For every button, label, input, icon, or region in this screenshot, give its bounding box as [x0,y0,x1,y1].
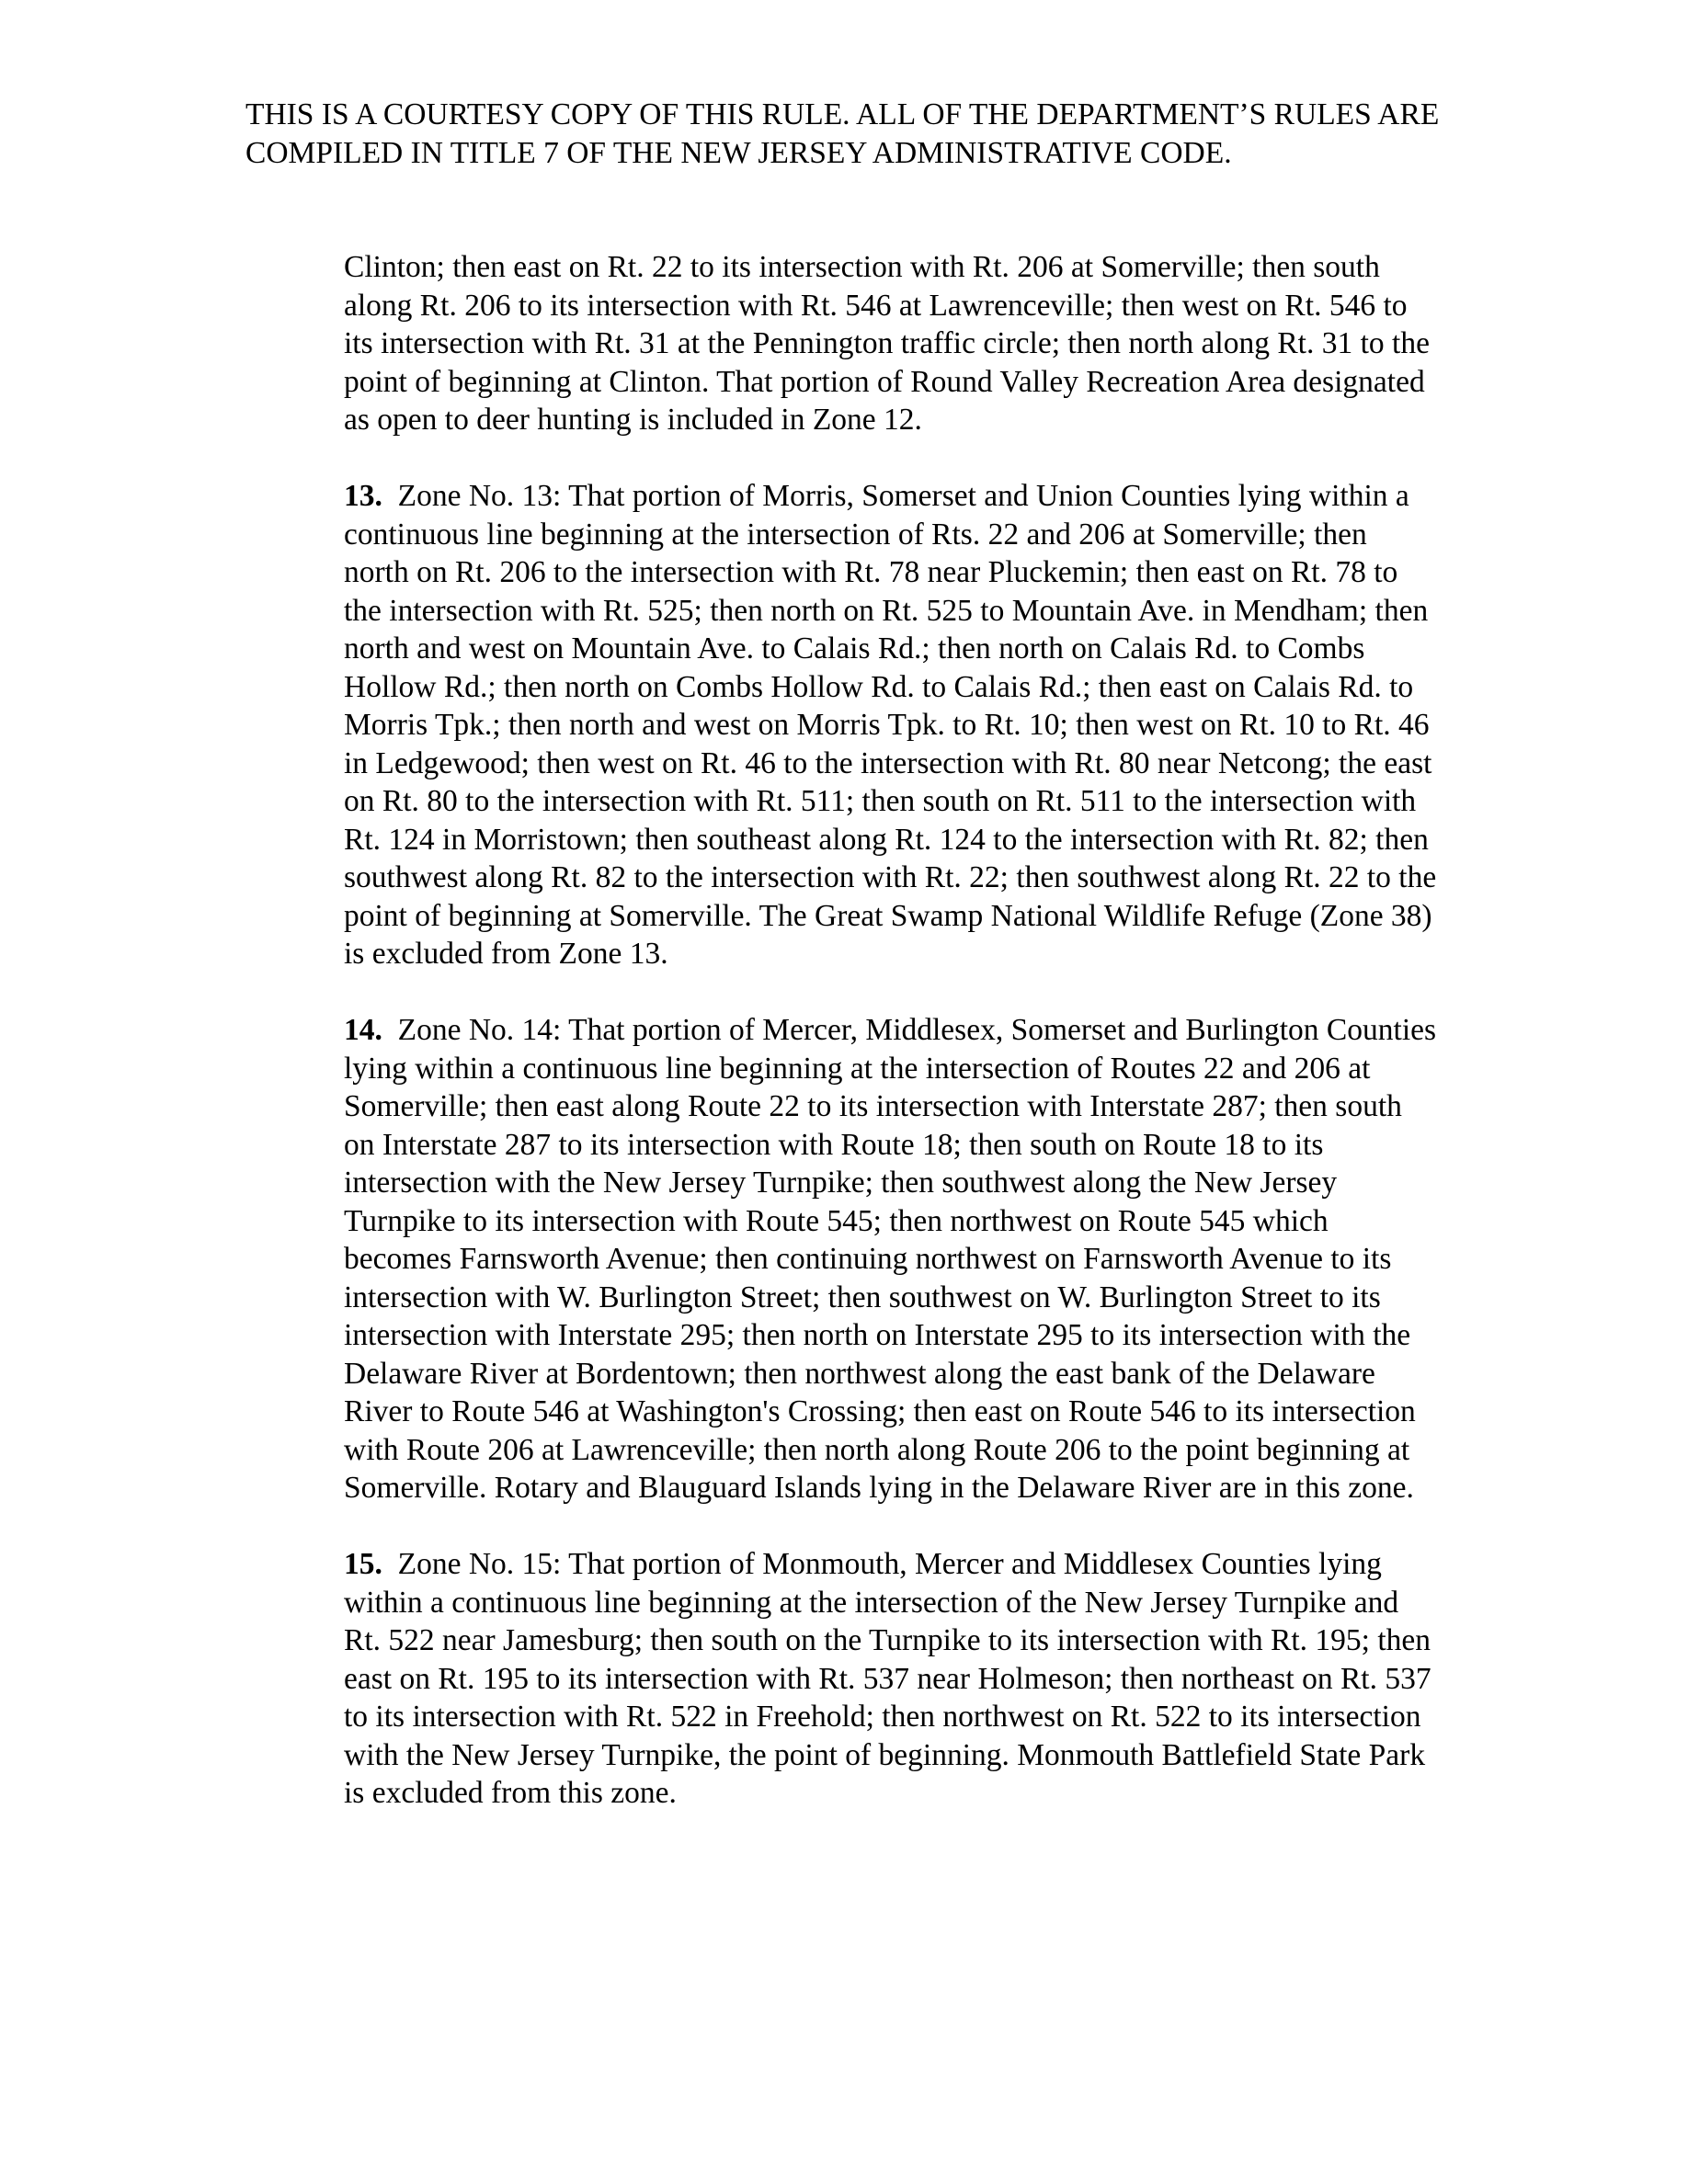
paragraph-text: Zone No. 15: That portion of Monmouth, Mercer and Middlesex Counties lying within a continuous line beginning at the intersection of the New Jersey Turnpike and Rt. 522 near Jamesburg; then south on the Turnpike to its intersection with Rt. 195; then east on Rt. 195 to its intersection with Rt. 537 near Holmeson; then northeast on Rt. 537 to its intersection with Rt. 522 in Freehold; then northwest on Rt. 522 to its intersection with the New Jersey Turnpike, the point of beginning. Monmouth Battlefield State Park is excluded from this zone. [344,1547,1431,1810]
zone-14-paragraph [344,1011,1438,1507]
paragraph-text: Clinton; then east on Rt. 22 to its intersection with Rt. 206 at Somerville; then south along Rt. 206 to its intersection with Rt. 546 at Lawrenceville; then west on Rt. 546 to its intersection with Rt. 31 at the Pennington traffic circle; then north along Rt. 31 to the point of beginning at Clinton. That portion of Round Valley Recreation Area designated as open to deer hunting is included in Zone 12. [344,250,1430,437]
zone-13-paragraph [344,477,1438,973]
paragraph-number: 14. [344,1013,382,1047]
paragraph-text: Zone No. 14: That portion of Mercer, Middlesex, Somerset and Burlington Counties lying within a continuous line beginning at the intersection of Routes 22 and 206 at Somerville; then east along Route 22 to its intersection with Interstate 287; then south on Interstate 287 to its intersection with Route 18; then south on Route 18 to its intersection with the New Jersey Turnpike; then southwest along the New Jersey Turnpike to its intersection with Route 545; then northwest on Route 545 which becomes Farnsworth Avenue; then continuing northwest on Farnsworth Avenue to its intersection with W. Burlington Street; then southwest on W. Burlington Street to its intersection with Interstate 295; then north on Interstate 295 to its intersection with the Delaware River at Bordentown; then northwest along the east bank of the Delaware River to Route 546 at Washington's Crossing; then east on Route 546 to its intersection with Route 206 at Lawrenceville; then north along Route 206 to the point beginning at Somerville. Rotary and Blauguard Islands lying in the Delaware River are in this zone. [344,1013,1437,1505]
zone-15-paragraph [344,1545,1438,1813]
paragraph-text: Zone No. 13: That portion of Morris, Somerset and Union Counties lying within a continuous line beginning at the intersection of Rts. 22 and 206 at Somerville; then north on Rt. 206 to the intersection with Rt. 78 near Pluckemin; then east on Rt. 78 to the intersection with Rt. 525; then north on Rt. 525 to Mountain Ave. in Mendham; then north and west on Mountain Ave. to Calais Rd.; then north on Calais Rd. to Combs Hollow Rd.; then north on Combs Hollow Rd. to Calais Rd.; then east on Calais Rd. to Morris Tpk.; then north and west on Morris Tpk. to Rt. 10; then west on Rt. 10 to Rt. 46 in Ledgewood; then west on Rt. 46 to the intersection with Rt. 80 near Netcong; the east on Rt. 80 to the intersection with Rt. 511; then south on Rt. 511 to the intersection with Rt. 124 in Morristown; then southeast along Rt. 124 to the intersection with Rt. 82; then southwest along Rt. 82 to the intersection with Rt. 22; then southwest along Rt. 22 to the point of beginning at Somerville. The Great Swamp National Wildlife Refuge (Zone 38) is excluded from Zone 13. [344,479,1437,971]
rule-body [344,248,1438,1850]
zone-12-continuation-paragraph [344,248,1438,439]
paragraph-number: 13. [344,479,382,513]
courtesy-copy-notice: THIS IS A COURTESY COPY OF THIS RULE. ALL OF THE DEPARTMENT’S RULES ARE COMPILED IN TITLE 7 OF THE NEW JERSEY ADMINISTRATIVE CODE. [245,97,1440,170]
paragraph-number: 15. [344,1547,382,1581]
